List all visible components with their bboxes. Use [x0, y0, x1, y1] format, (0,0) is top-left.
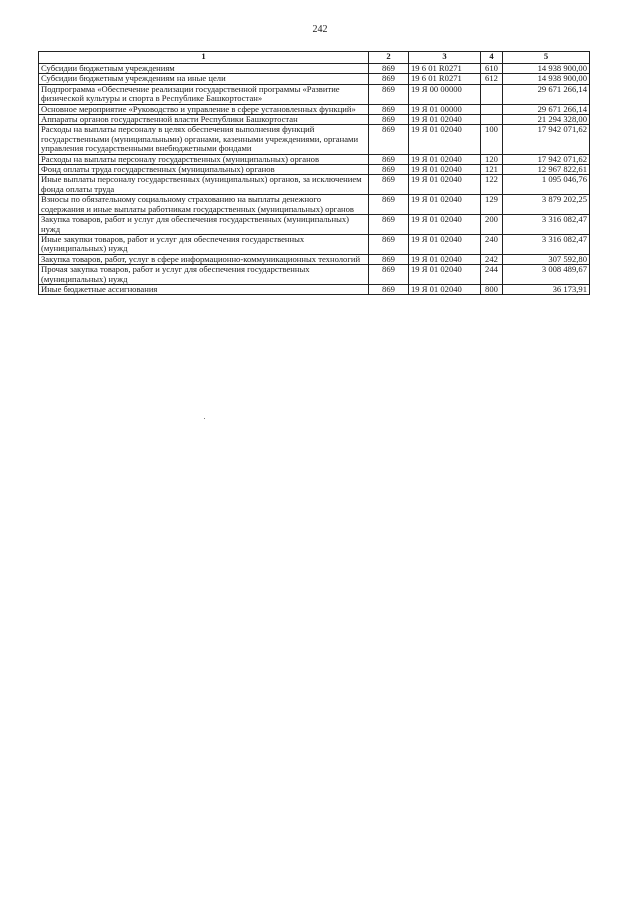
row-amount-cell: 3 879 202,25: [503, 195, 590, 215]
table-row: [39, 104, 590, 114]
row-expense-type-cell: [481, 115, 503, 125]
row-expense-type-cell: 200: [481, 215, 503, 235]
row-target-article-cell: 19 Я 01 02040: [409, 254, 481, 264]
row-ministry-code-cell: 869: [369, 125, 409, 154]
row-ministry-code-cell: 869: [369, 265, 409, 285]
row-expense-type-cell: 122: [481, 175, 503, 195]
row-name-cell: Субсидии бюджетным учреждениям на иные цели: [39, 74, 369, 84]
header-col-4: 4: [481, 52, 503, 64]
row-name-cell: Расходы на выплаты персоналу государственных (муниципальных) органов: [39, 154, 369, 164]
row-amount-cell: 3 316 082,47: [503, 234, 590, 254]
row-target-article-cell: 19 Я 01 02040: [409, 215, 481, 235]
row-target-article-cell: 19 Я 01 02040: [409, 175, 481, 195]
row-name-cell: Расходы на выплаты персоналу в целях обеспечения выполнения функций государственными (муниципальными) органами, казенными учреждениями, органами управления государственными внебюджетными фондами: [39, 125, 369, 154]
row-amount-cell: 307 592,80: [503, 254, 590, 264]
row-amount-cell: 17 942 071,62: [503, 154, 590, 164]
row-amount-cell: 29 671 266,14: [503, 104, 590, 114]
row-amount-cell: 36 173,91: [503, 284, 590, 294]
row-expense-type-cell: 100: [481, 125, 503, 154]
table-row: [39, 265, 590, 285]
row-target-article-cell: 19 Я 01 02040: [409, 115, 481, 125]
header-col-3: 3: [409, 52, 481, 64]
row-name-cell: Закупка товаров, работ и услуг для обеспечения государственных (муниципальных) нужд: [39, 215, 369, 235]
row-target-article-cell: 19 Я 00 00000: [409, 84, 481, 104]
table-row: [39, 74, 590, 84]
row-name-cell: Иные выплаты персоналу государственных (муниципальных) органов, за исключением фонда оплаты труда: [39, 175, 369, 195]
budget-table: [38, 51, 590, 295]
row-amount-cell: 14 938 900,00: [503, 74, 590, 84]
row-target-article-cell: 19 Я 01 02040: [409, 125, 481, 154]
row-expense-type-cell: 610: [481, 64, 503, 74]
row-target-article-cell: 19 Я 01 02040: [409, 284, 481, 294]
row-expense-type-cell: 612: [481, 74, 503, 84]
table-row: [39, 165, 590, 175]
row-ministry-code-cell: 869: [369, 165, 409, 175]
row-ministry-code-cell: 869: [369, 64, 409, 74]
row-expense-type-cell: 244: [481, 265, 503, 285]
row-target-article-cell: 19 Я 01 02040: [409, 165, 481, 175]
row-name-cell: Иные бюджетные ассигнования: [39, 284, 369, 294]
row-expense-type-cell: [481, 84, 503, 104]
table-row: [39, 84, 590, 104]
table-row: [39, 125, 590, 154]
table-row: [39, 215, 590, 235]
row-name-cell: Закупка товаров, работ, услуг в сфере информационно-коммуникационных технологий: [39, 254, 369, 264]
row-expense-type-cell: 242: [481, 254, 503, 264]
table-header-row: [39, 52, 590, 64]
row-target-article-cell: 19 Я 01 02040: [409, 154, 481, 164]
row-ministry-code-cell: 869: [369, 175, 409, 195]
table-row: [39, 115, 590, 125]
row-amount-cell: 29 671 266,14: [503, 84, 590, 104]
row-name-cell: Фонд оплаты труда государственных (муниципальных) органов: [39, 165, 369, 175]
row-name-cell: Основное мероприятие «Руководство и управление в сфере установленных функций»: [39, 104, 369, 114]
stray-dot: [204, 418, 205, 419]
row-target-article-cell: 19 Я 01 02040: [409, 265, 481, 285]
row-ministry-code-cell: 869: [369, 74, 409, 84]
row-target-article-cell: 19 6 01 R0271: [409, 64, 481, 74]
row-amount-cell: 3 316 082,47: [503, 215, 590, 235]
row-target-article-cell: 19 6 01 R0271: [409, 74, 481, 84]
row-expense-type-cell: 240: [481, 234, 503, 254]
row-ministry-code-cell: 869: [369, 195, 409, 215]
row-expense-type-cell: 129: [481, 195, 503, 215]
row-name-cell: Иные закупки товаров, работ и услуг для обеспечения государственных (муниципальных) нужд: [39, 234, 369, 254]
table-row: [39, 234, 590, 254]
row-name-cell: Подпрограмма «Обеспечение реализации государственной программы «Развитие физической культуры и спорта в Республике Башкортостан»: [39, 84, 369, 104]
row-ministry-code-cell: 869: [369, 284, 409, 294]
row-expense-type-cell: [481, 104, 503, 114]
row-amount-cell: 14 938 900,00: [503, 64, 590, 74]
row-amount-cell: 3 008 489,67: [503, 265, 590, 285]
header-col-5: 5: [503, 52, 590, 64]
header-col-1: 1: [39, 52, 369, 64]
page-number: 242: [312, 24, 328, 35]
row-name-cell: Прочая закупка товаров, работ и услуг для обеспечения государственных (муниципальных) нужд: [39, 265, 369, 285]
row-expense-type-cell: 120: [481, 154, 503, 164]
row-target-article-cell: 19 Я 01 00000: [409, 104, 481, 114]
table-row: [39, 284, 590, 294]
row-amount-cell: 12 967 822,61: [503, 165, 590, 175]
table-row: [39, 64, 590, 74]
row-target-article-cell: 19 Я 01 02040: [409, 195, 481, 215]
row-ministry-code-cell: 869: [369, 154, 409, 164]
table-row: [39, 254, 590, 264]
row-expense-type-cell: 121: [481, 165, 503, 175]
row-amount-cell: 17 942 071,62: [503, 125, 590, 154]
table-row: [39, 175, 590, 195]
table-row: [39, 154, 590, 164]
row-target-article-cell: 19 Я 01 02040: [409, 234, 481, 254]
row-amount-cell: 21 294 328,00: [503, 115, 590, 125]
row-amount-cell: 1 095 046,76: [503, 175, 590, 195]
table-body: [39, 64, 590, 295]
row-ministry-code-cell: 869: [369, 84, 409, 104]
table-row: [39, 195, 590, 215]
row-ministry-code-cell: 869: [369, 234, 409, 254]
row-ministry-code-cell: 869: [369, 115, 409, 125]
header-col-2: 2: [369, 52, 409, 64]
row-name-cell: Аппараты органов государственной власти Республики Башкортостан: [39, 115, 369, 125]
row-name-cell: Субсидии бюджетным учреждениям: [39, 64, 369, 74]
row-ministry-code-cell: 869: [369, 254, 409, 264]
row-expense-type-cell: 800: [481, 284, 503, 294]
row-name-cell: Взносы по обязательному социальному страхованию на выплаты денежного содержания и иные выплаты работникам государственных (муниципальных) органов: [39, 195, 369, 215]
row-ministry-code-cell: 869: [369, 104, 409, 114]
row-ministry-code-cell: 869: [369, 215, 409, 235]
